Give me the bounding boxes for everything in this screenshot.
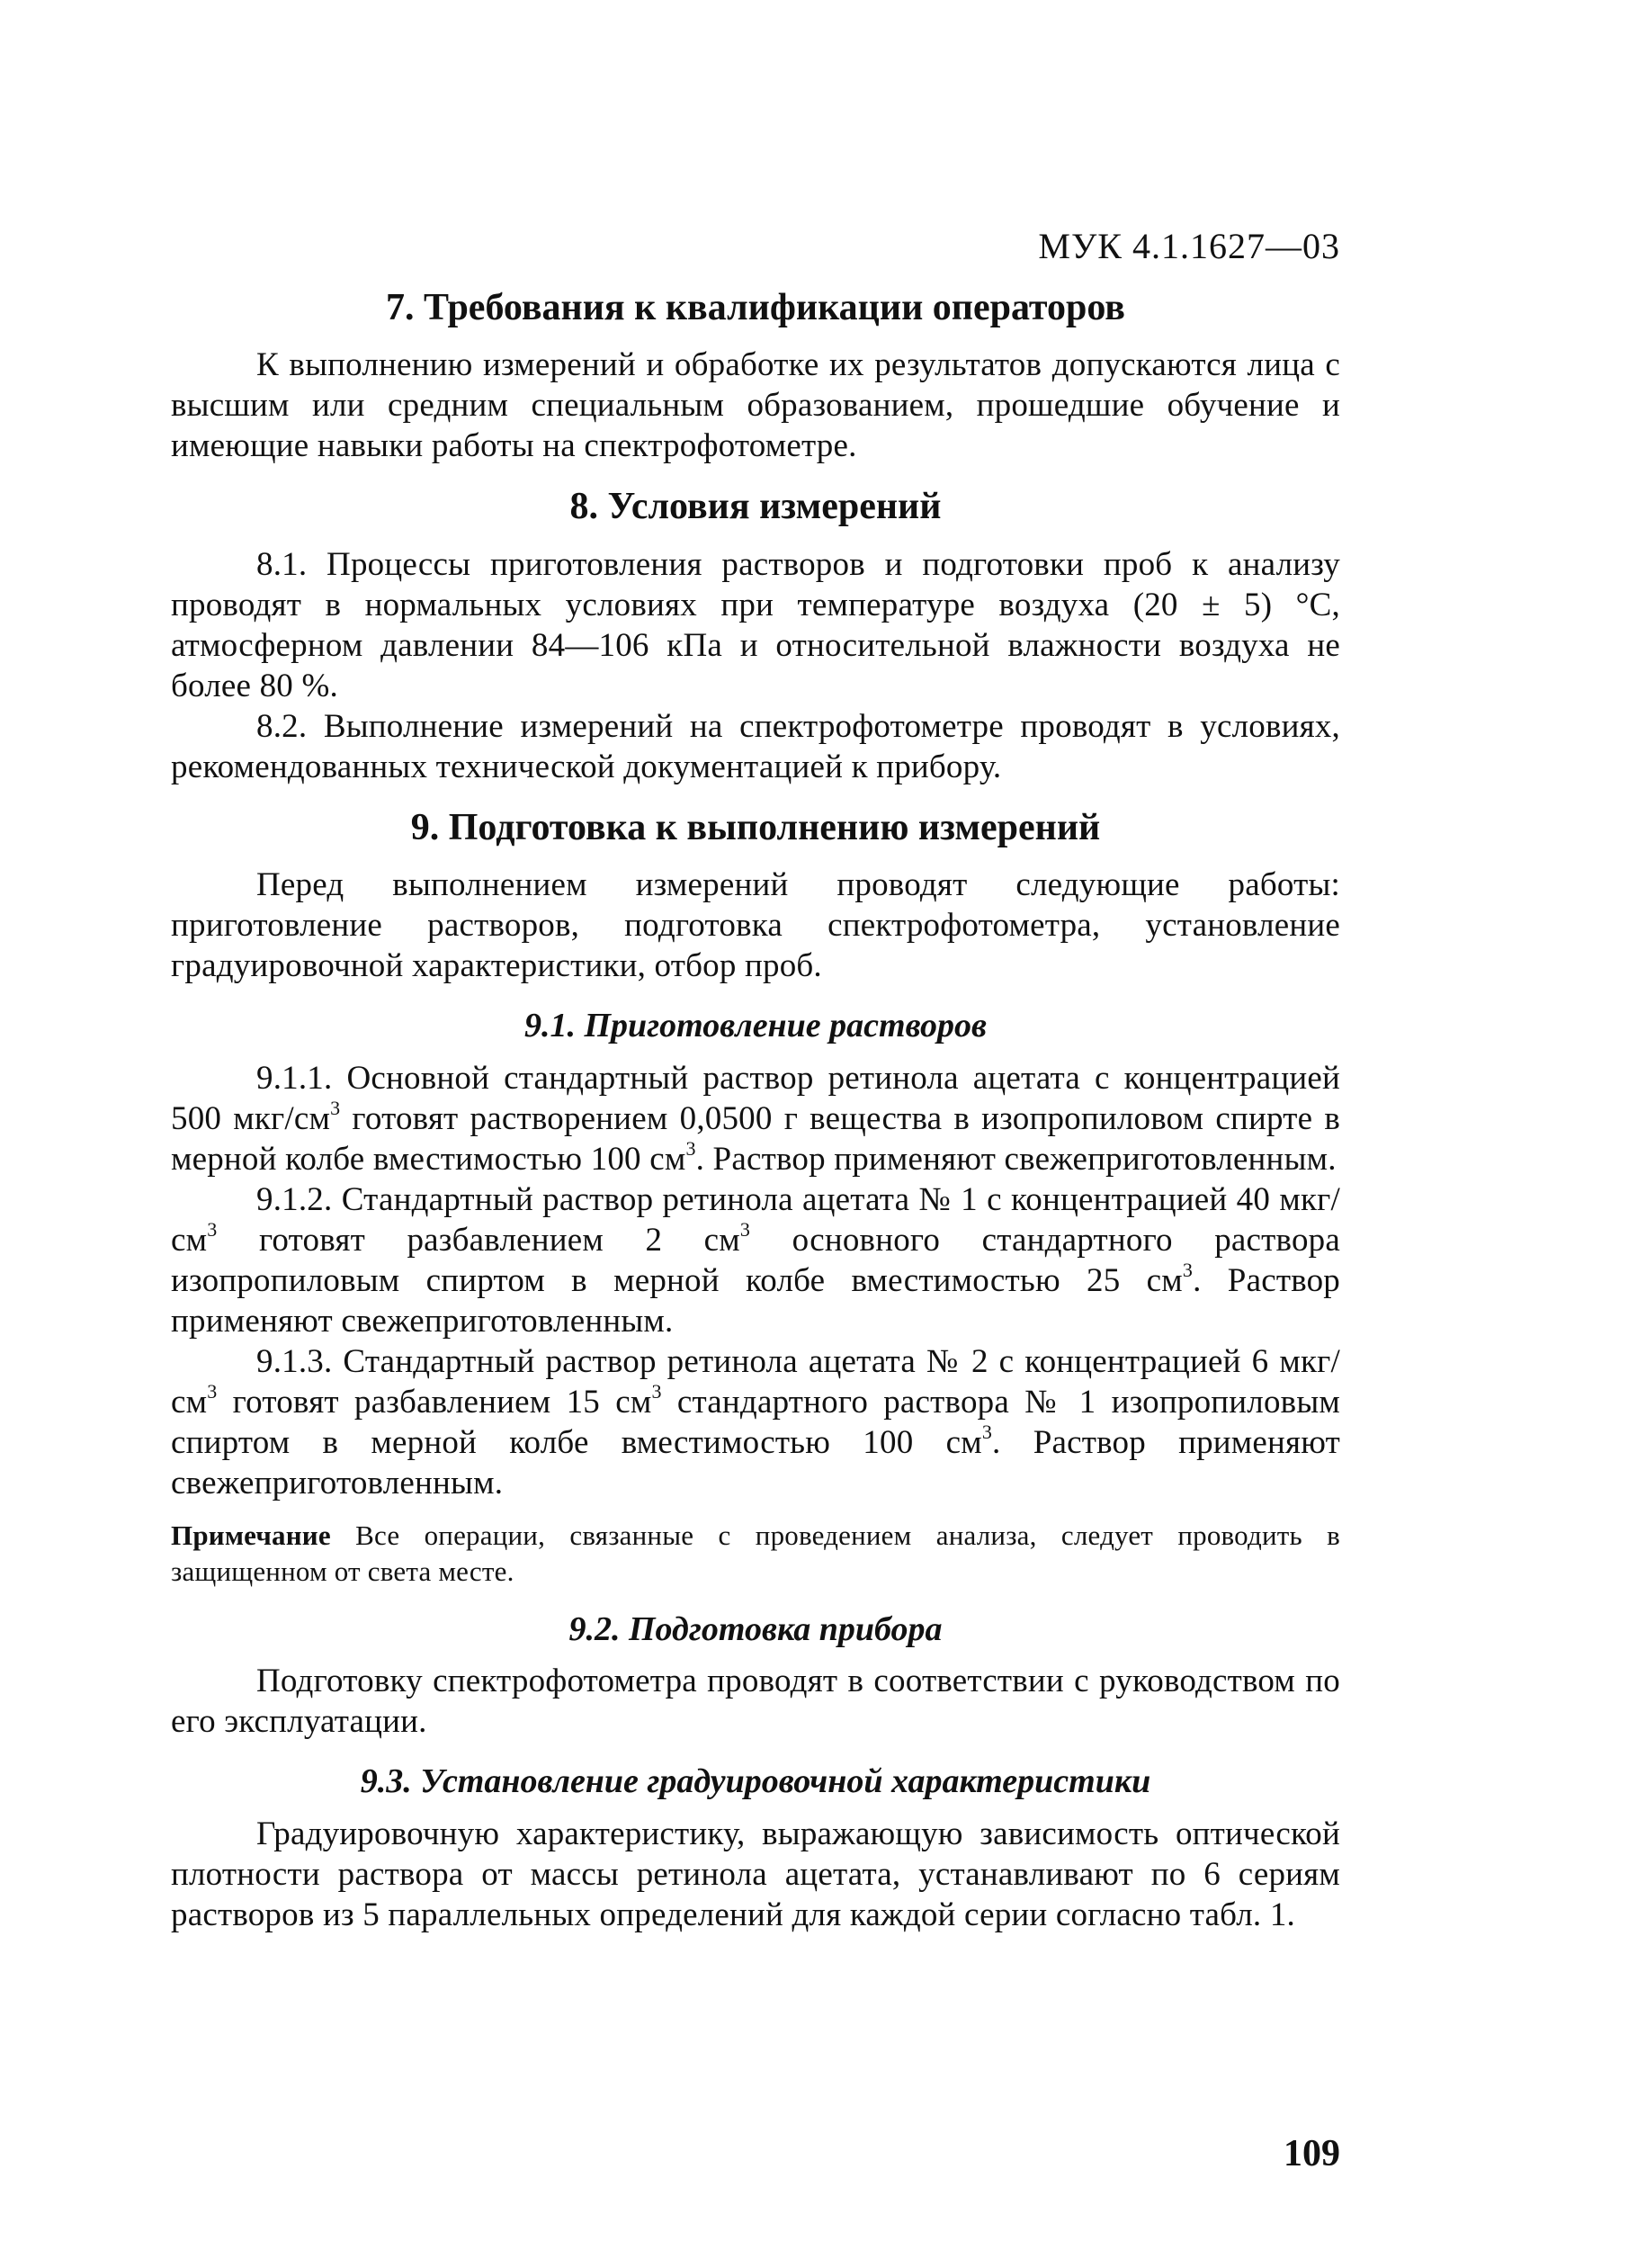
superscript: 3 [330, 1096, 341, 1119]
section-9-1-title: 9.1. Приготовление растворов [523, 1007, 988, 1045]
text-run: готовят разбавлением 15 см [217, 1383, 652, 1421]
text-run: стандартного раствора № 1 изопропиловым спиртом в мерной колбе вместимостью 100 см [171, 1383, 1340, 1461]
section-9-1-2-paragraph [171, 1179, 1340, 1341]
section-9 [171, 805, 1340, 1935]
section-9-2-title: 9.2. Подготовка прибора [568, 1609, 943, 1648]
page-number: 109 [1284, 2133, 1340, 2174]
superscript: 3 [981, 1420, 993, 1443]
text-run: . Раствор применяют свежеприготовленным. [171, 1423, 1340, 1502]
section-9-3-paragraph: Градуировочную характеристику, выражающую зависимость оптической плотности раствора от массы ретинола ацетата, устанавливают по 6 сериям растворов из 5 параллельных определений для каждой серии согласно табл. 1. [171, 1815, 1340, 1933]
text-run: готовят разбавлением 2 см [217, 1221, 740, 1259]
note-paragraph [171, 1518, 1340, 1590]
section-8-2-paragraph: 8.2. Выполнение измерений на спектрофотометре проводят в условиях, рекомендованных технической документацией к прибору. [171, 707, 1340, 785]
section-9-1-1-paragraph [171, 1058, 1340, 1179]
text-run: 9.1.1. Основной стандартный раствор ретинола ацетата с концентрацией 500 мкг/см [171, 1059, 1340, 1137]
superscript: 3 [739, 1217, 751, 1241]
section-9-title: 9. Подготовка к выполнению измерений [410, 806, 1101, 848]
section-9-intro-paragraph: Перед выполнением измерений проводят следующие работы: приготовление растворов, подготовка спектрофотометра, установление градуировочной характеристики, отбор проб. [171, 866, 1340, 985]
superscript: 3 [207, 1217, 218, 1241]
superscript: 3 [207, 1379, 218, 1403]
superscript: 3 [1182, 1258, 1194, 1281]
section-7-paragraph: К выполнению измерений и обработке их результатов допускаются лица с высшим или средним специальным образованием, прошедшие обучение и имеющие навыки работы на спектрофотометре. [171, 346, 1340, 465]
note-label: Примечание [171, 1519, 331, 1551]
section-9-3-title: 9.3. Установление градуировочной характеристики [360, 1762, 1151, 1801]
text-run: . Раствор применяют свежеприготовленным. [695, 1140, 1337, 1178]
text-run: . Раствор применяют свежеприготовленным. [171, 1261, 1341, 1340]
document-page [171, 202, 1340, 2209]
text-run: 9.1.2. Стандартный раствор ретинола ацетата № 1 с концентрацией 40 мкг/см [171, 1180, 1340, 1259]
section-8-1-paragraph: 8.1. Процессы приготовления растворов и подготовки проб к анализу проводят в нормальных условиях при температуре воздуха (20 ± 5) °С, атмосферном давлении 84—106 кПа и относительной влажности воздуха не более 80 %. [171, 545, 1340, 704]
section-7-title: 7. Требования к квалификации операторов [386, 287, 1125, 328]
text-run: основного стандартного раствора изопропиловым спиртом в мерной колбе вместимостью 25 см [171, 1221, 1340, 1299]
note-text: Все операции, связанные с проведением анализа, следует проводить в защищенном от света месте. [171, 1519, 1340, 1587]
section-9-2-paragraph: Подготовку спектрофотометра проводят в соответствии с руководством по его эксплуатации. [171, 1663, 1340, 1741]
section-8 [171, 484, 1340, 786]
section-8-title: 8. Условия измерений [569, 486, 942, 528]
text-run: готовят растворением 0,0500 г вещества в изопропиловом спирте в мерной колбе вместимостью 100 см [171, 1099, 1340, 1178]
superscript: 3 [651, 1379, 662, 1403]
text-run: 9.1.3. Стандартный раствор ретинола ацетата № 2 с концентрацией 6 мкг/см [171, 1342, 1340, 1421]
superscript: 3 [685, 1136, 696, 1160]
document-code: МУК 4.1.1627—03 [1038, 226, 1340, 266]
section-9-1-3-paragraph [171, 1341, 1340, 1503]
section-7 [171, 285, 1340, 466]
